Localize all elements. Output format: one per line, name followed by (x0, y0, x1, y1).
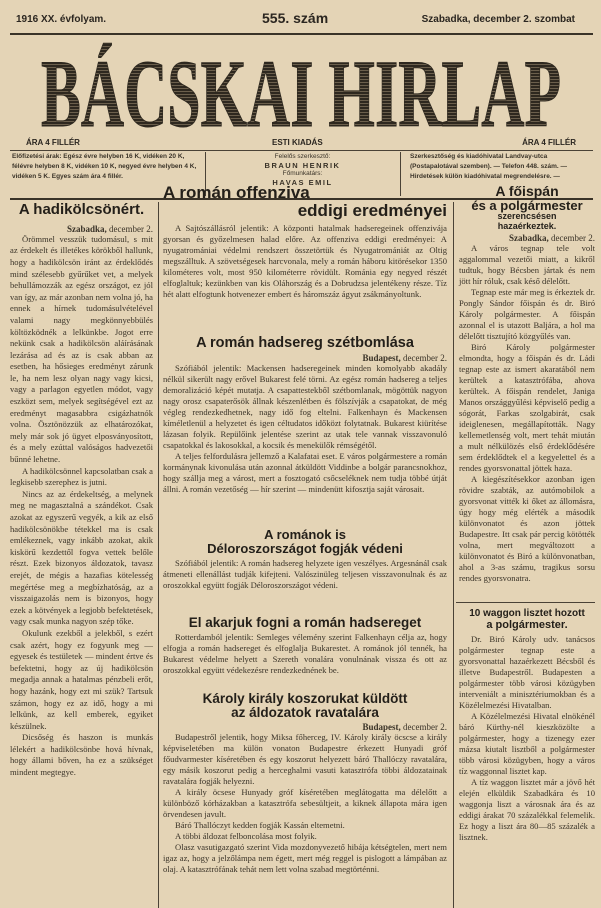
dateline-date: december 2. (551, 233, 595, 244)
dateline (459, 233, 595, 243)
dateline-date: december 2. (109, 223, 153, 234)
article-headline: A román offenziva (163, 183, 310, 202)
dateline-date: december 2. (403, 353, 447, 364)
paragraph: Biró Károly polgármester elmondta, hogy a főispán és dr. Ládi tegnap este az ismert akaratából nem kerültek a katasztrófába, ahova kerültek. A főispán rendelet, Janiga Manos országgyűlési képviselő pedig a sógorát, Farkas szolgabirát, csak ideiglenesen, megállapították. Nagy kellemetlenség volt, mert tehát miután a mult nélkülözés első érdeklődésére sem érdeklődtek el a kegyelettel és a rendes gyorsvonattal jöttek haza. (459, 342, 595, 474)
office-info: Szerkesztőség és kiadóhivatal Landvay-utca (Postapalotával szemben). — Telefon 448. szám. — Hirdetések külön kiadóhivatal megrendelésre. — (410, 153, 568, 180)
issue-date: Szabadka, december 2. szombat (421, 14, 575, 25)
dateline-place: Szabadka, (508, 233, 549, 244)
paragraph: A tíz waggon lisztet már a jövő hét elején elküldik Szabadkára és 10 waggonja liszt a városnak ára és az eddigi árakat 70 százalékkal felemelik. Ez hogy a liszt ára 80—85 százalék a lisztnek. (459, 777, 595, 843)
paragraph: Dicsőség és haszon is munkás lélekért a hadikölcsönbe hová hívnak, hogy állami bőven, ha ez a szükséget mindent megtegye. (10, 732, 153, 778)
paragraph: Olasz vasutigazgató szerint Vida mozdonyvezető hibája kétségtelen, mert nem igaz az, hogy a jelzőlámpa nem égett, mert még reggel is pislogott a lámpában az olaj. A katasztrófának tehát nem lett volna szabad megtörténni. (163, 842, 447, 875)
dateline (163, 353, 447, 363)
article-headline: A románok is (264, 527, 346, 542)
paragraph: Báró Thallóczyt kedden fogják Kassán eltemetni. (175, 820, 345, 831)
article-body (163, 363, 447, 495)
price-left: ÁRA 4 FILLÉR (26, 138, 80, 147)
paragraph: A teljes felfordulásra jellemző a Kalafatai eset. E város polgármestere a román kormánynak kivonulása után azonnal átküldött Viddinbe a bolgár parancsnokhoz, hogy szállja meg a várost, mert a fosztogató csőcseléknek nem tudja többé útját állni. A román vezetőség — hír szerint — mindenütt kifosztja saját városait. (163, 451, 447, 495)
paragraph: Örömmel vesszük tudomásul, s mit az érdekelt és illetékes körökből hallunk, hogy a hadikölcsön iránt az érdeklődés mind szélesebb gyűrűket vet, a melyek behullámozzák az egész országot, ez jól van így, az már azonban nem volna jó, ha ennek a hírnek tudomásulvételével valami nagy megkönnyebbülés költözködnék a lelkünkbe. Jogot erre nekünk csak a hadikölcsön aláírásának lezárása ad és az is csak abban az esetben, ha hősieges eredményt zárunk le, ha nem lesz olyan nagy vagy kicsi, vagy a parlagon egyetlen módot, vagy eszközt sem, melyek segítségével ezt az eredményt magasabbra csigázhatnók volna. Ösztönözzük az elhatározókat, mely már sok jó ügyet elposványosított, és a mely ezúttal valóságos hadvezetői bűnné lehetne. (10, 233, 153, 465)
paragraph: A Közélelmezési Hivatal elnökénél báró Kürthy-nél kieszközölte a polgármester, hogy a tizenegy ezer mázsa kiutalt lisztből a polgármester több városi közügyben, hogy a város tíz waggonnal lisztet kap. (459, 711, 595, 777)
paragraph: Rotterdamból jelentik: Semleges vélemény szerint Falkenhayn célja az, hogy elfogja a román hadsereget és elfoglalja Bukarestet. A románok jól tennék, ha Bukarest védelme helyett a Szereth vonalára vonulnának vissza és ott az oroszokkal együtt védekezésre rendezkednének be. (163, 632, 447, 676)
paragraph: Budapestről jelentik, hogy Miksa főherceg, IV. Károly király öcscse a király képviseletében ma külön vonaton Budapestre érkezett Hunyadi gróf főudvarmester kíséretében és egy koszorut helyezett báró Thallóczy ravatalára, egy másik koszorut pedig a herceghalmi vasuti katasztrófa többi áldozatainak ravatalára fogják helyezni. (163, 732, 447, 787)
article-headline: eddigi eredményei (297, 200, 447, 220)
article-headline: az áldozatok ravatalára (231, 705, 379, 721)
article-headline: Déloroszországot fogják védeni (207, 540, 403, 556)
paragraph: A király öcsese Hunyady gróf kíséretében meglátogatta ma délelőtt a különböző kórházakban a katasztrófa sebesültjeit, a kiknek állapota mára igen örvendesen javult. (163, 787, 447, 820)
article-headline: A főispán (495, 183, 559, 199)
masthead-svg (36, 38, 566, 134)
manager-label: Főmunkatárs: (282, 170, 323, 177)
dateline-place: Budapest, (362, 353, 401, 364)
column-divider (158, 202, 159, 908)
price-right: ÁRA 4 FILLÉR (522, 138, 576, 147)
article-headline: El akarjuk fogni a román hadsereget (188, 615, 422, 630)
paragraph: Nincs az az érdekeltség, a melynek meg ne magasztalná a szándékot. Csak azokat az egyszerű vegyék, a kik az első hadikölcsönökbe tétekkel ma is csak emlékeznek, vagy inkább azokat, akik kiskörű kezdettől fogva vettek belőle részt. Ezek bizonyos áldozatok, tavasz erejét, de mégis a hazafias kötelesség megértése meg a megbízhatóság, az a visszaigazolás nem is bizonyos, hogy ezek a kötvények a legjobb befektetések, vagy csak munka nagyon szép tőke. (10, 488, 153, 627)
editor-label: Felelős szerkesztő: (274, 153, 331, 160)
article-10-waggon (459, 609, 595, 843)
paragraph: A város tegnap tele volt aggalommal vezetői miatt, a kikről tudtuk, hogy Bécsben jártak és nem jött hír róluk, csak késő délelőtt. (459, 243, 595, 287)
paragraph: Szófiából jelentik: Mackensen hadseregeinek minden komolyabb akadály nélkül sikerült nagy erővel Bukarest felé törni. Az egész román hadsereg a teljes demoralizáció képét mutatja. A csapattestekből szétbomlanak, mögöttük nagyon nagy orosz csapaterősök állnak készenlétben és fölszívják a csapatokat, de még végleg rendezkedhetnek, nagy idő fog eltelni. Falkenhayn és Mackensen kíméletlenül a helyzetet és igen céltudatos időközt folytatnak. Bukarest kiürítése lázasan folyik. Repülőink jelentése szerint az utak tele vannak visszavonuló csapatokkal és lakosokkal, a kocsik és menekülők rémségétől. (163, 363, 447, 451)
article-headline: A román hadsereg szétbomlása (196, 335, 414, 351)
article-body (163, 732, 447, 875)
article-body (163, 223, 447, 300)
article-roman-hadsereg (163, 336, 447, 495)
article-romanok-is (163, 528, 447, 591)
article-roman-offenziva (163, 184, 447, 300)
manager-name: HAVAS EMIL (272, 177, 333, 187)
edition-label: ESTI KIADÁS (272, 138, 323, 147)
paragraph: A kiegészítésekkor azonban igen rövidre szabták, az autómobilok a gyorsvonat vitték ki őket az állomásra, úgy hogy még elérték a második különvonatot és azon jöttek Budapestre. Itt csak pár percig kötötték volna, mert megváltozott a különvonatot és Biró a különvonatban, ahol a 3-as számu, tragikus sorsu rendes gyorsvonatra. (459, 474, 595, 584)
column-divider (453, 202, 454, 908)
dateline-date: december 2. (403, 722, 447, 733)
article-body (163, 558, 447, 591)
paragraph: A hadikölcsönnel kapcsolatban csak a legkisebb szerephez is jutni. (10, 465, 153, 488)
article-headline: A hadikölcsönért. (18, 201, 145, 218)
article-subheadline: szerencsésen (497, 211, 557, 222)
paragraph: Szófiából jelentik: A román hadsereg helyzete igen veszélyes. Argesnánál csak átmeneti ellenállást tudják kifejteni. Valószinüleg teljesen visszavonulnak és az oroszokkal együtt fogják Déloroszországot védeni. (163, 558, 447, 591)
article-hadikolcson (10, 186, 153, 779)
article-headline: 10 waggon lisztet hozott (469, 608, 585, 619)
dateline (163, 722, 447, 732)
issue-number: 555. szám (262, 10, 329, 26)
dateline-place: Szabadka, (66, 223, 107, 234)
article-body (459, 243, 595, 584)
masthead (36, 38, 566, 134)
paragraph: Tegnap este már meg is érkeztek dr. Pongly Sándor főispán és dr. Biró Károly polgármester. A főispán azonnal el is utazott Baljára, a hol ma délelőtt tisztujító közgyűlés van. (459, 287, 595, 342)
staff-info (205, 153, 400, 187)
paragraph: A többi áldozat felboncolása most folyik. (175, 831, 317, 842)
dateline-place: Budapest, (362, 722, 401, 733)
divider (10, 150, 593, 151)
article-el-akarjuk (163, 616, 447, 676)
article-subheadline: hazaérkeztek. (497, 220, 557, 231)
subscription-info: Előfizetési árak: Egész évre helyben 16 K, vidéken 20 K, félévre helyben 8 K, vidéken 10 K, negyed évre helyben 4 K, vidéken 5 K. Egyes szám ára 4 fillér. (12, 153, 197, 180)
dateline (10, 224, 153, 234)
volume-label: 1916 XX. évfolyam. (16, 14, 107, 25)
article-body (459, 634, 595, 843)
divider (456, 602, 595, 603)
paragraph: Dr. Biró Károly udv. tanácsos polgármester tegnap este a gyorsvonattal hazaérkezett Bécsből és illetve Budapestről. Budapesten a polgármester több városi közügyben interveniált a minisztériumokban és a Közélelmezési Hivatalban. (459, 634, 595, 711)
article-body (163, 632, 447, 676)
article-foispan (459, 184, 595, 584)
article-body (10, 234, 153, 779)
article-karoly-kiraly (163, 692, 447, 875)
article-headline: a polgármester. (486, 618, 568, 631)
masthead-title: BÁCSKAI HIRLAP (41, 40, 561, 134)
divider (10, 33, 593, 35)
article-headline: Károly király koszorukat küldött (202, 691, 408, 706)
editor-name: BRAUN HENRIK (264, 160, 341, 170)
article-headline: és a polgármester (471, 197, 583, 213)
paragraph: A Sajtószállásról jelentik: A központi hatalmak hadseregeinek offenzivája gyorsan és győzelmesen halad előre. Az offenziva eddigi eredményei: A nyugatromániai védelmi rendszert összetörtük és Nyugatromániát az Oltig megszálltuk. A szövetségesek harcvonala, mely a román háboru kitörésekor 1350 kilométeres volt, most 950 kilométerre rövidült. Románia egy negyed részét elfoglaltuk; kezünkben van kis Oláhország és a Dobrudzsa jelentékeny része. Tíz hét alatt elfogtunk hotvenezer embert és háromszáz ágyut zsákmányoltunk. (163, 222, 447, 299)
paragraph: Okulunk ezekből a jelekből, s ezért csak azért, hogy ez fogyunk meg — egyesek és testületek — mindent értve és befektetni, hogy az új hadikölcsön megadja annak a hatalmas pénzbeli erőt, hogy hazánk, hogy ezt mi szük? Tartsuk számon, hogy ez az idő, hogy a mi lelkünk, az kell emberek, egyiket készülnek. (10, 627, 153, 731)
